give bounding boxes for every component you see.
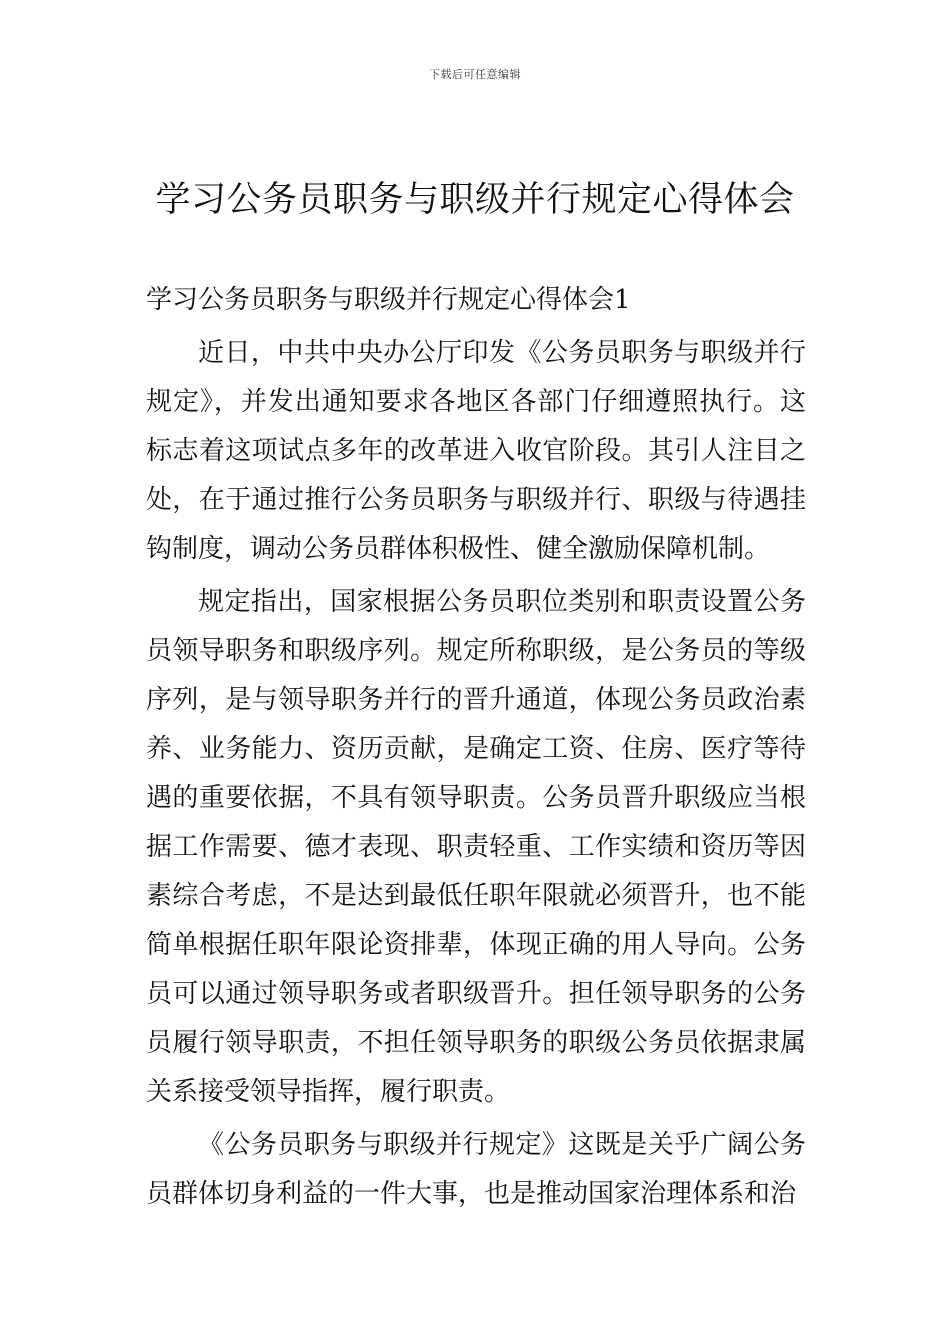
section-heading: 学习公务员职务与职级并行规定心得体会1 bbox=[146, 285, 631, 315]
document-body bbox=[146, 276, 806, 1219]
paragraph-2: 规定指出，国家根据公务员职位类别和职责设置公务员领导职务和职级序列。规定所称职级，是公务员的等级序列，是与领导职务并行的晋升通道，体现公务员政治素养、业务能力、资历贡献，是确定工资、住房、医疗等待遇的重要依据，不具有领导职责。公务员晋升职级应当根据工作需要、德才表现、职责轻重、工作实绩和资历等因素综合考虑，不是达到最低任职年限就必须晋升，也不能简单根据任职年限论资排辈，体现正确的用人导向。公务员可以通过领导职务或者职级晋升。担任领导职务的公务员履行领导职责，不担任领导职务的职级公务员依据隶属关系接受领导指挥，履行职责。 bbox=[146, 587, 806, 1107]
document-title: 学习公务员职务与职级并行规定心得体会 bbox=[155, 180, 795, 220]
paragraph-3: 《公务员职务与职级并行规定》这既是关乎广阔公务员群体切身利益的一件大事，也是推动国家治理体系和治 bbox=[146, 1130, 806, 1209]
paragraph-1: 近日，中共中央办公厅印发《公务员职务与职级并行规定》，并发出通知要求各地区各部门仔细遵照执行。这标志着这项试点多年的改革进入收官阶段。其引人注目之处，在于通过推行公务员职务与职级并行、职级与待遇挂钩制度，调动公务员群体积极性、健全激励保障机制。 bbox=[146, 338, 806, 564]
header-note: 下载后可任意编辑 bbox=[429, 68, 521, 81]
